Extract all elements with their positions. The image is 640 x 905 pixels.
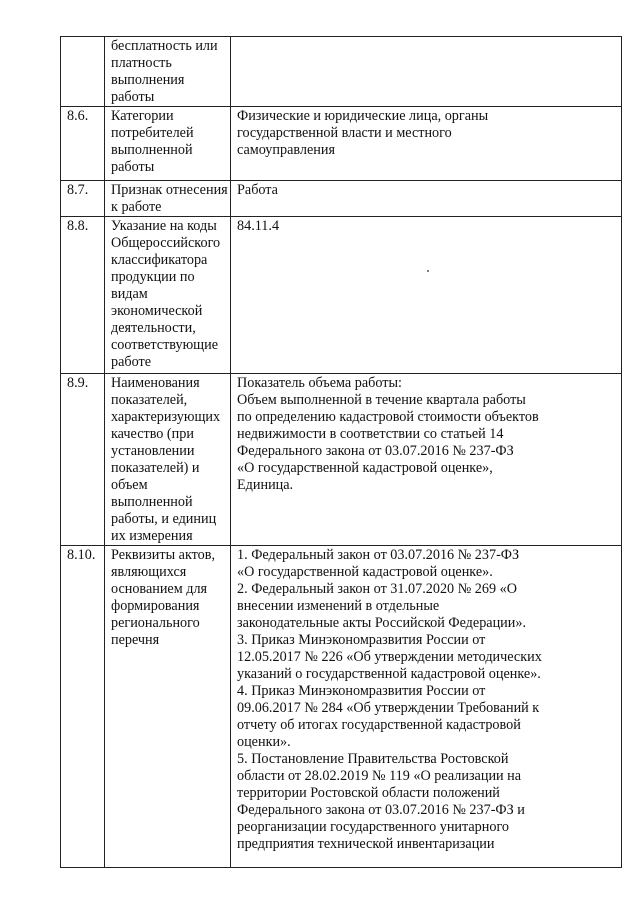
field-value-line: внесении изменений в отдельные (237, 598, 440, 614)
table-row (61, 374, 622, 546)
field-name-line: Наименования (111, 375, 200, 391)
field-name-line: Категории (111, 108, 174, 124)
field-name-line: формирования (111, 598, 200, 614)
field-name-cell (105, 217, 231, 374)
field-name-cell (105, 546, 231, 868)
field-name-cell (105, 107, 231, 181)
field-value-line: 4. Приказ Минэкономразвития России от (237, 683, 486, 699)
field-value-line: 84.11.4 (237, 218, 280, 234)
field-value-line: Физические и юридические лица, органы (237, 108, 489, 124)
field-name-line: основанием для (111, 581, 208, 597)
field-name-line: видам (111, 286, 148, 302)
field-value-line: Объем выполненной в течение квартала работы (237, 392, 526, 408)
row-number: 8.7. (61, 181, 105, 217)
requisites-table (60, 36, 622, 868)
field-name-line: продукции по (111, 269, 195, 285)
field-name-line: экономической (111, 303, 203, 319)
field-name-line: деятельности, (111, 320, 196, 336)
field-name-line: их измерения (111, 528, 193, 544)
field-name-line: Общероссийского (111, 235, 221, 251)
field-value-line: 3. Приказ Минэкономразвития России от (237, 632, 486, 648)
field-value-line: Федерального закона от 03.07.2016 № 237-ФЗ (237, 443, 514, 459)
field-name-line: к работе (111, 199, 162, 215)
field-value-line: самоуправления (237, 142, 335, 158)
field-name-line: потребителей (111, 125, 194, 141)
field-value-line: законодательные акты Российской Федерации». (237, 615, 526, 631)
field-value-line: 2. Федеральный закон от 31.07.2020 № 269 «О (237, 581, 517, 597)
field-value-line: Работа (237, 182, 278, 198)
field-value-line: «О государственной кадастровой оценке». (237, 564, 493, 580)
field-value-line: Федерального закона от 03.07.2016 № 237-ФЗ и (237, 802, 525, 818)
field-value-line: Показатель объема работы: (237, 375, 402, 391)
field-value-line: реорганизации государственного унитарного (237, 819, 510, 835)
field-name-line: платность (111, 55, 172, 71)
field-name-cell (105, 37, 231, 107)
field-name-line: показателей, (111, 392, 188, 408)
field-value-line: 09.06.2017 № 284 «Об утверждении Требований к (237, 700, 540, 716)
field-value-line: государственной власти и местного (237, 125, 452, 141)
field-value-line: недвижимости в соответствии со статьей 14 (237, 426, 504, 442)
field-name-line: являющихся (111, 564, 187, 580)
table-row (61, 107, 622, 181)
table-body (61, 37, 622, 868)
table-row (61, 181, 622, 217)
field-name-line: выполненной (111, 494, 193, 510)
field-name-line: работы, и единиц (111, 511, 217, 527)
field-name-line: работы (111, 159, 155, 175)
field-value-cell (231, 546, 622, 868)
table-row (61, 217, 622, 374)
field-value-cell (231, 374, 622, 546)
field-name-line: перечня (111, 632, 160, 648)
field-name-line: регионального (111, 615, 200, 631)
row-number: 8.10. (61, 546, 105, 868)
field-value-line: территории Ростовской области положений (237, 785, 500, 801)
field-name-line: объем (111, 477, 148, 493)
field-name-line: Указание на коды (111, 218, 217, 234)
field-name-line: выполнения (111, 72, 185, 88)
field-name-cell (105, 181, 231, 217)
field-value-cell (231, 217, 622, 374)
field-value-line: области от 28.02.2019 № 119 «О реализации на (237, 768, 522, 784)
table-row (61, 546, 622, 868)
field-value-line: по определению кадастровой стоимости объектов (237, 409, 539, 425)
field-value-cell (231, 181, 622, 217)
field-name-line: установлении (111, 443, 195, 459)
field-name-line: соответствующие (111, 337, 219, 353)
field-value-line: 1. Федеральный закон от 03.07.2016 № 237-ФЗ (237, 547, 520, 563)
table-row (61, 37, 622, 107)
field-value-line: предприятия технической инвентаризации (237, 836, 495, 852)
field-value-line: 5. Постановление Правительства Ростовской (237, 751, 509, 767)
field-value-line: Единица. (237, 477, 294, 493)
row-number: 8.6. (61, 107, 105, 181)
field-name-line: выполненной (111, 142, 193, 158)
field-name-cell (105, 374, 231, 546)
field-name-line: работы (111, 89, 155, 105)
field-value-line: оценки». (237, 734, 291, 750)
field-name-line: Реквизиты актов, (111, 547, 216, 563)
row-number (61, 37, 105, 107)
row-number: 8.8. (61, 217, 105, 374)
field-name-line: классификатора (111, 252, 208, 268)
field-name-line: работе (111, 354, 152, 370)
field-name-line: бесплатность или (111, 38, 218, 54)
field-name-line: Признак отнесения (111, 182, 228, 198)
field-name-line: качество (при (111, 426, 194, 442)
field-name-line: характеризующих (111, 409, 221, 425)
field-value-line: отчету об итогах государственной кадастровой (237, 717, 521, 733)
field-value-cell (231, 107, 622, 181)
scan-speck (427, 270, 429, 272)
field-name-line: показателей) и (111, 460, 200, 476)
field-value-line: «О государственной кадастровой оценке», (237, 460, 493, 476)
field-value-cell (231, 37, 622, 107)
field-value-line: указаний о государственной кадастровой оценке». (237, 666, 541, 682)
row-number: 8.9. (61, 374, 105, 546)
field-value-line: 12.05.2017 № 226 «Об утверждении методических (237, 649, 542, 665)
